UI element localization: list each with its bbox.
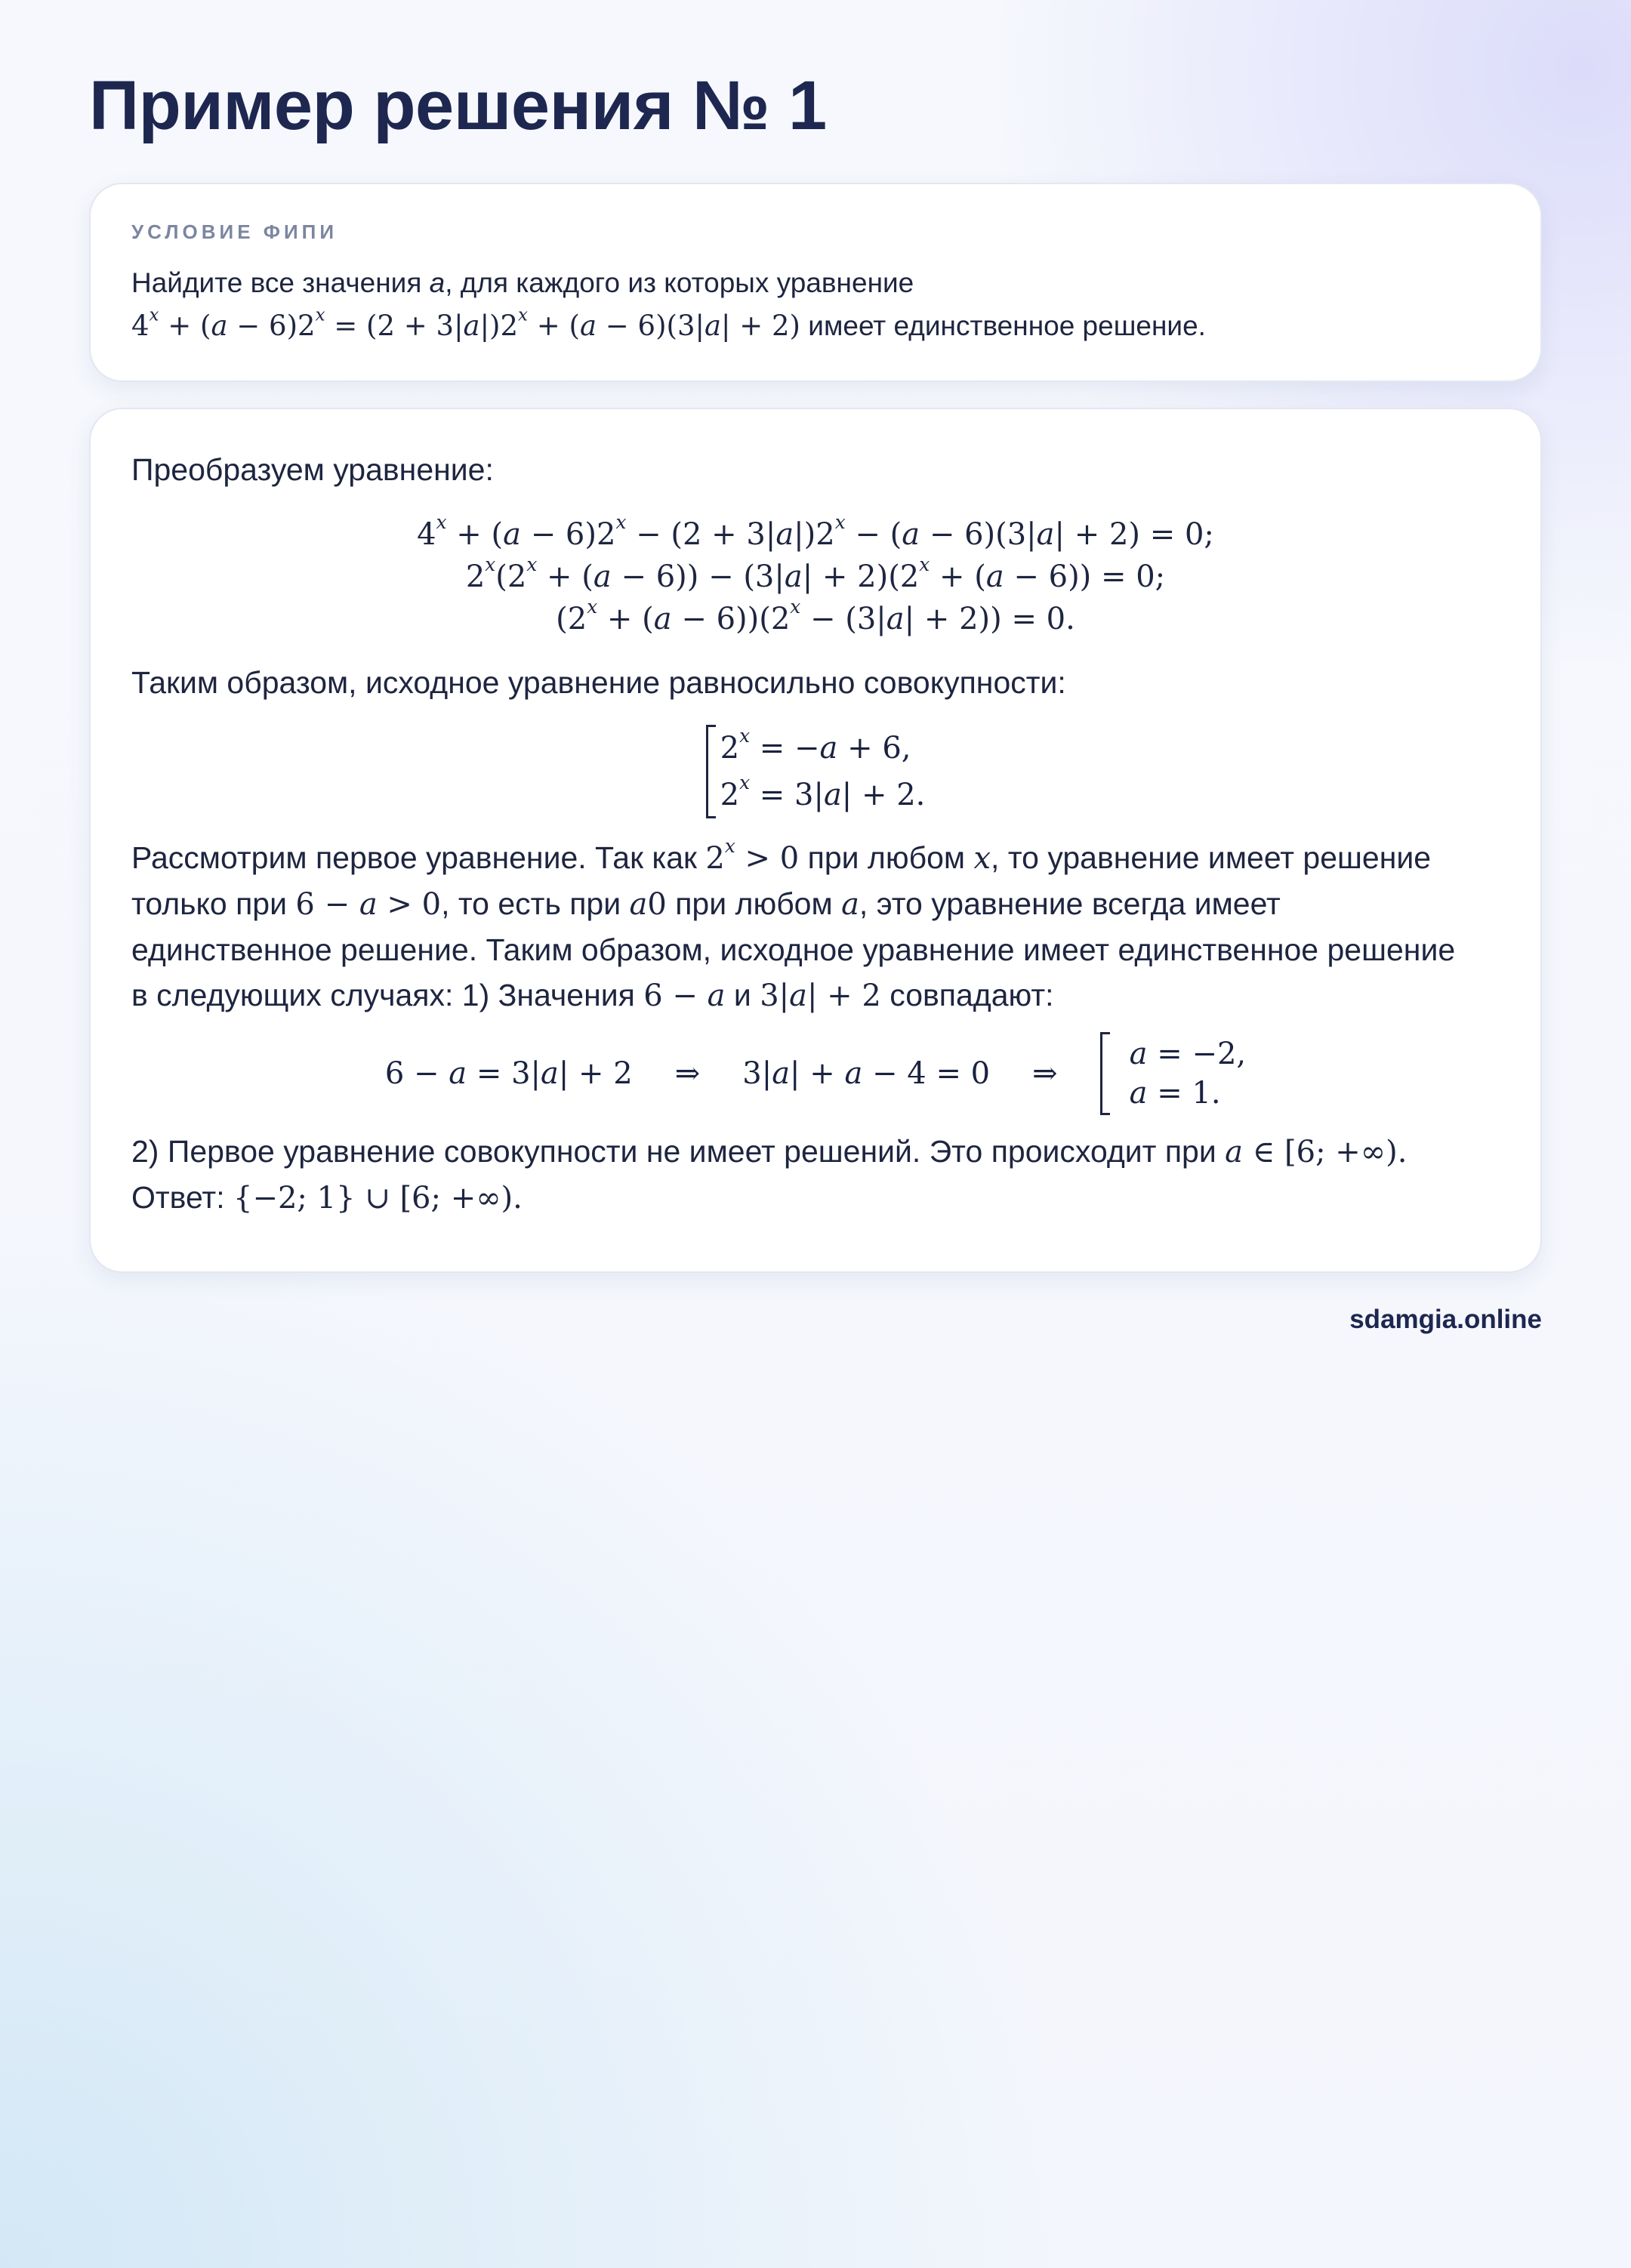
equation-system <box>131 725 1500 818</box>
implies-arrow: ⇒ <box>1032 1056 1058 1091</box>
root-2: a = 1. <box>1129 1076 1221 1111</box>
transform-line-1: $4^x + (a - 6)2^x - (2 + 3|a|)2^x - (a - 6)(3|a| + 2) = 0$; <box>417 510 1214 552</box>
system-bracket <box>706 725 716 818</box>
brand-link[interactable]: sdamgia.online <box>1349 1305 1542 1334</box>
system-row-1: $2^x = -a + 6$, <box>720 724 911 766</box>
condition-label: УСЛОВИЕ ФИПИ <box>131 220 338 243</box>
system-row-2: $2^x = 3|a| + 2$. <box>720 771 926 812</box>
condition-equation: $4^x + (a - 6)2^x = (2 + 3|a|)2^x + (a - 6)(3|a| + 2)$ <box>131 305 800 342</box>
root-1: a = −2, <box>1129 1037 1247 1071</box>
analysis-text: Рассмотрим первое уравнение. Так как $2^x > 0$ при любом x, то уравнение имеет решение только при 6 − a > 0, то есть при a0 при любом a, это уравнение всегда имеет единственное решение. Таким образом, исходное уравнение имеет единственное решение в следующих случаях: 1) Значения 6 − a и 3|a| + 2 совпадают: <box>131 834 1456 1013</box>
case-two-and-answer: 2) Первое уравнение совокупности не имеет решений. Это происходит при a ∈ [6; +∞). Ответ: {−2; 1} ∪ [6; +∞). <box>131 1134 1407 1216</box>
transform-line-2: $2^x(2^x + (a - 6)) - (3|a| + 2)(2^x + (a - 6)) = 0$; <box>465 553 1166 594</box>
case-one-derivation <box>131 1032 1500 1115</box>
implies-arrow: ⇒ <box>674 1056 701 1091</box>
condition-text: Найдите все значения a, для каждого из которых уравнение $4^x + (a - 6)2^x = (2 + 3|a|)2^x + (a - 6)(3|a| + 2)$ имеет единственное решение. <box>131 267 1206 342</box>
transform-line-3: $(2^x + (a - 6))(2^x - (3|a| + 2)) = 0$. <box>556 595 1075 636</box>
chain-step-1: 6 − a = 3|a| + 2 <box>384 1056 633 1091</box>
roots-bracket <box>1100 1032 1110 1115</box>
solution-intro: Преобразуем уравнение: <box>131 452 494 487</box>
solution-card <box>89 408 1542 1273</box>
answer-value: {−2; 1} ∪ [6; +∞). <box>233 1181 523 1216</box>
chain-step-2: 3|a| + a − 4 = 0 <box>742 1056 991 1091</box>
page-title: Пример решения № 1 <box>89 67 827 144</box>
equivalence-text: Таким образом, исходное уравнение равносильно совокупности: <box>131 665 1066 700</box>
transform-equations <box>131 510 1500 640</box>
condition-card <box>89 183 1542 382</box>
answer-label: Ответ: <box>131 1180 233 1215</box>
